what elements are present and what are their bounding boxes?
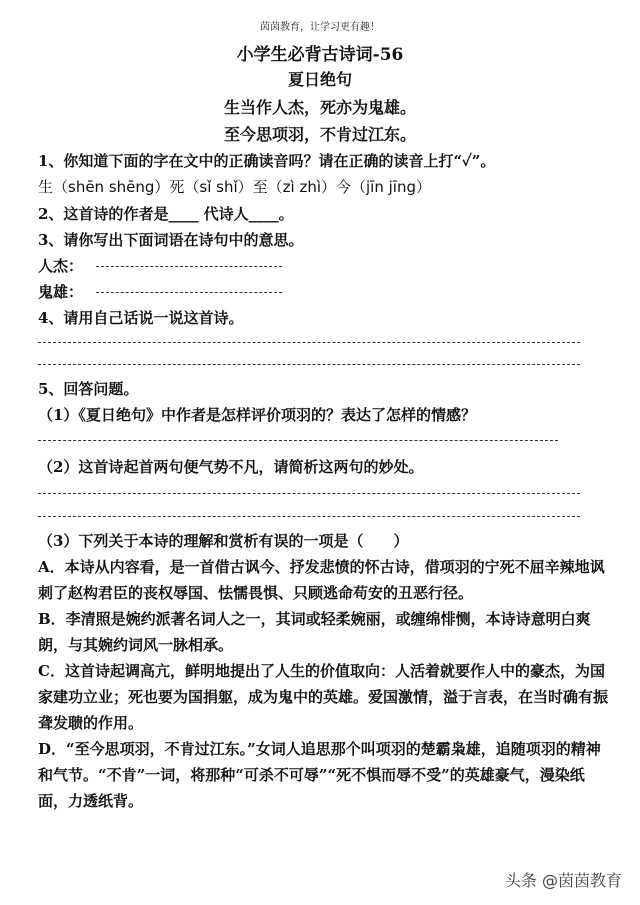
option-c: C．这首诗起调高亢，鲜明地提出了人生的价值取向：人活着就要作人中的豪杰，为国家建功立业；死也要为国捐躯，成为鬼中的英雄。爱国激情，溢于言表，在当时确有振聋发聩的作用。 [38, 662, 609, 732]
question-1: 1、你知道下面的字在文中的正确读音吗？请在正确的读音上打“✓”。 [38, 152, 496, 170]
question-5-sub-3: （3）下列关于本诗的理解和赏析有误的一项是（ ） [38, 532, 409, 550]
poem-line-2: 至今思项羽，不肯过江东。 [223, 125, 416, 144]
question-5-sub-1: （1）《夏日绝句》中作者是怎样评价项羽的？表达了怎样的情感？ [38, 406, 476, 424]
question-2: 2、这首诗的作者是____ 代诗人____。 [38, 205, 294, 223]
answer-line[interactable] [38, 342, 580, 343]
question-4: 4、请用自己话说一说这首诗。 [38, 309, 244, 327]
answer-line[interactable] [38, 364, 580, 365]
answer-line[interactable] [38, 516, 580, 517]
poem-line-1: 生当作人杰，死亦为鬼雄。 [223, 98, 416, 117]
question-3-item-1: 人杰： [38, 257, 84, 275]
page-header: 茵茵教育，让学习更有趣！ [260, 22, 380, 33]
answer-line[interactable] [38, 493, 580, 494]
question-1-pinyin: 生（shēn shēng）死（sǐ shǐ）至（zì zhì）今（jīn jīng） [38, 178, 431, 196]
poem-title: 夏日绝句 [287, 70, 352, 89]
question-3: 3、请你写出下面词语在诗句中的意思。 [38, 231, 304, 249]
option-b: B．李清照是婉约派著名词人之一，其词或轻柔婉丽，或缠绵悱恻，本诗诗意明白爽朗，与其婉约词风一脉相承。 [38, 610, 591, 654]
option-a: A．本诗从内容看，是一首借古讽今、抒发悲愤的怀古诗，借项羽的宁死不屈辛辣地讽刺了赵构君臣的丧权辱国、怯懦畏惧、只顾逃命苟安的丑恶行径。 [38, 558, 605, 602]
watermark: 头条 @茵茵教育 [504, 871, 622, 890]
answer-line[interactable] [96, 292, 282, 293]
question-5: 5、回答问题。 [38, 380, 139, 398]
worksheet-title: 小学生必背古诗词-56 [236, 45, 404, 65]
option-d: D．“至今思项羽，不肯过江东。”女词人追思那个叫项羽的楚霸枭雄，追随项羽的精神和气节。“不肯”一词，将那种“可杀不可辱”“死不惧而辱不受”的英雄豪气，漫染纸面，力透纸背。 [38, 740, 601, 810]
question-5-sub-2: （2）这首诗起首两句便气势不凡，请简析这两句的妙处。 [38, 458, 424, 476]
question-3-item-2: 鬼雄： [38, 283, 84, 301]
answer-line[interactable] [38, 440, 558, 441]
answer-line[interactable] [96, 266, 282, 267]
